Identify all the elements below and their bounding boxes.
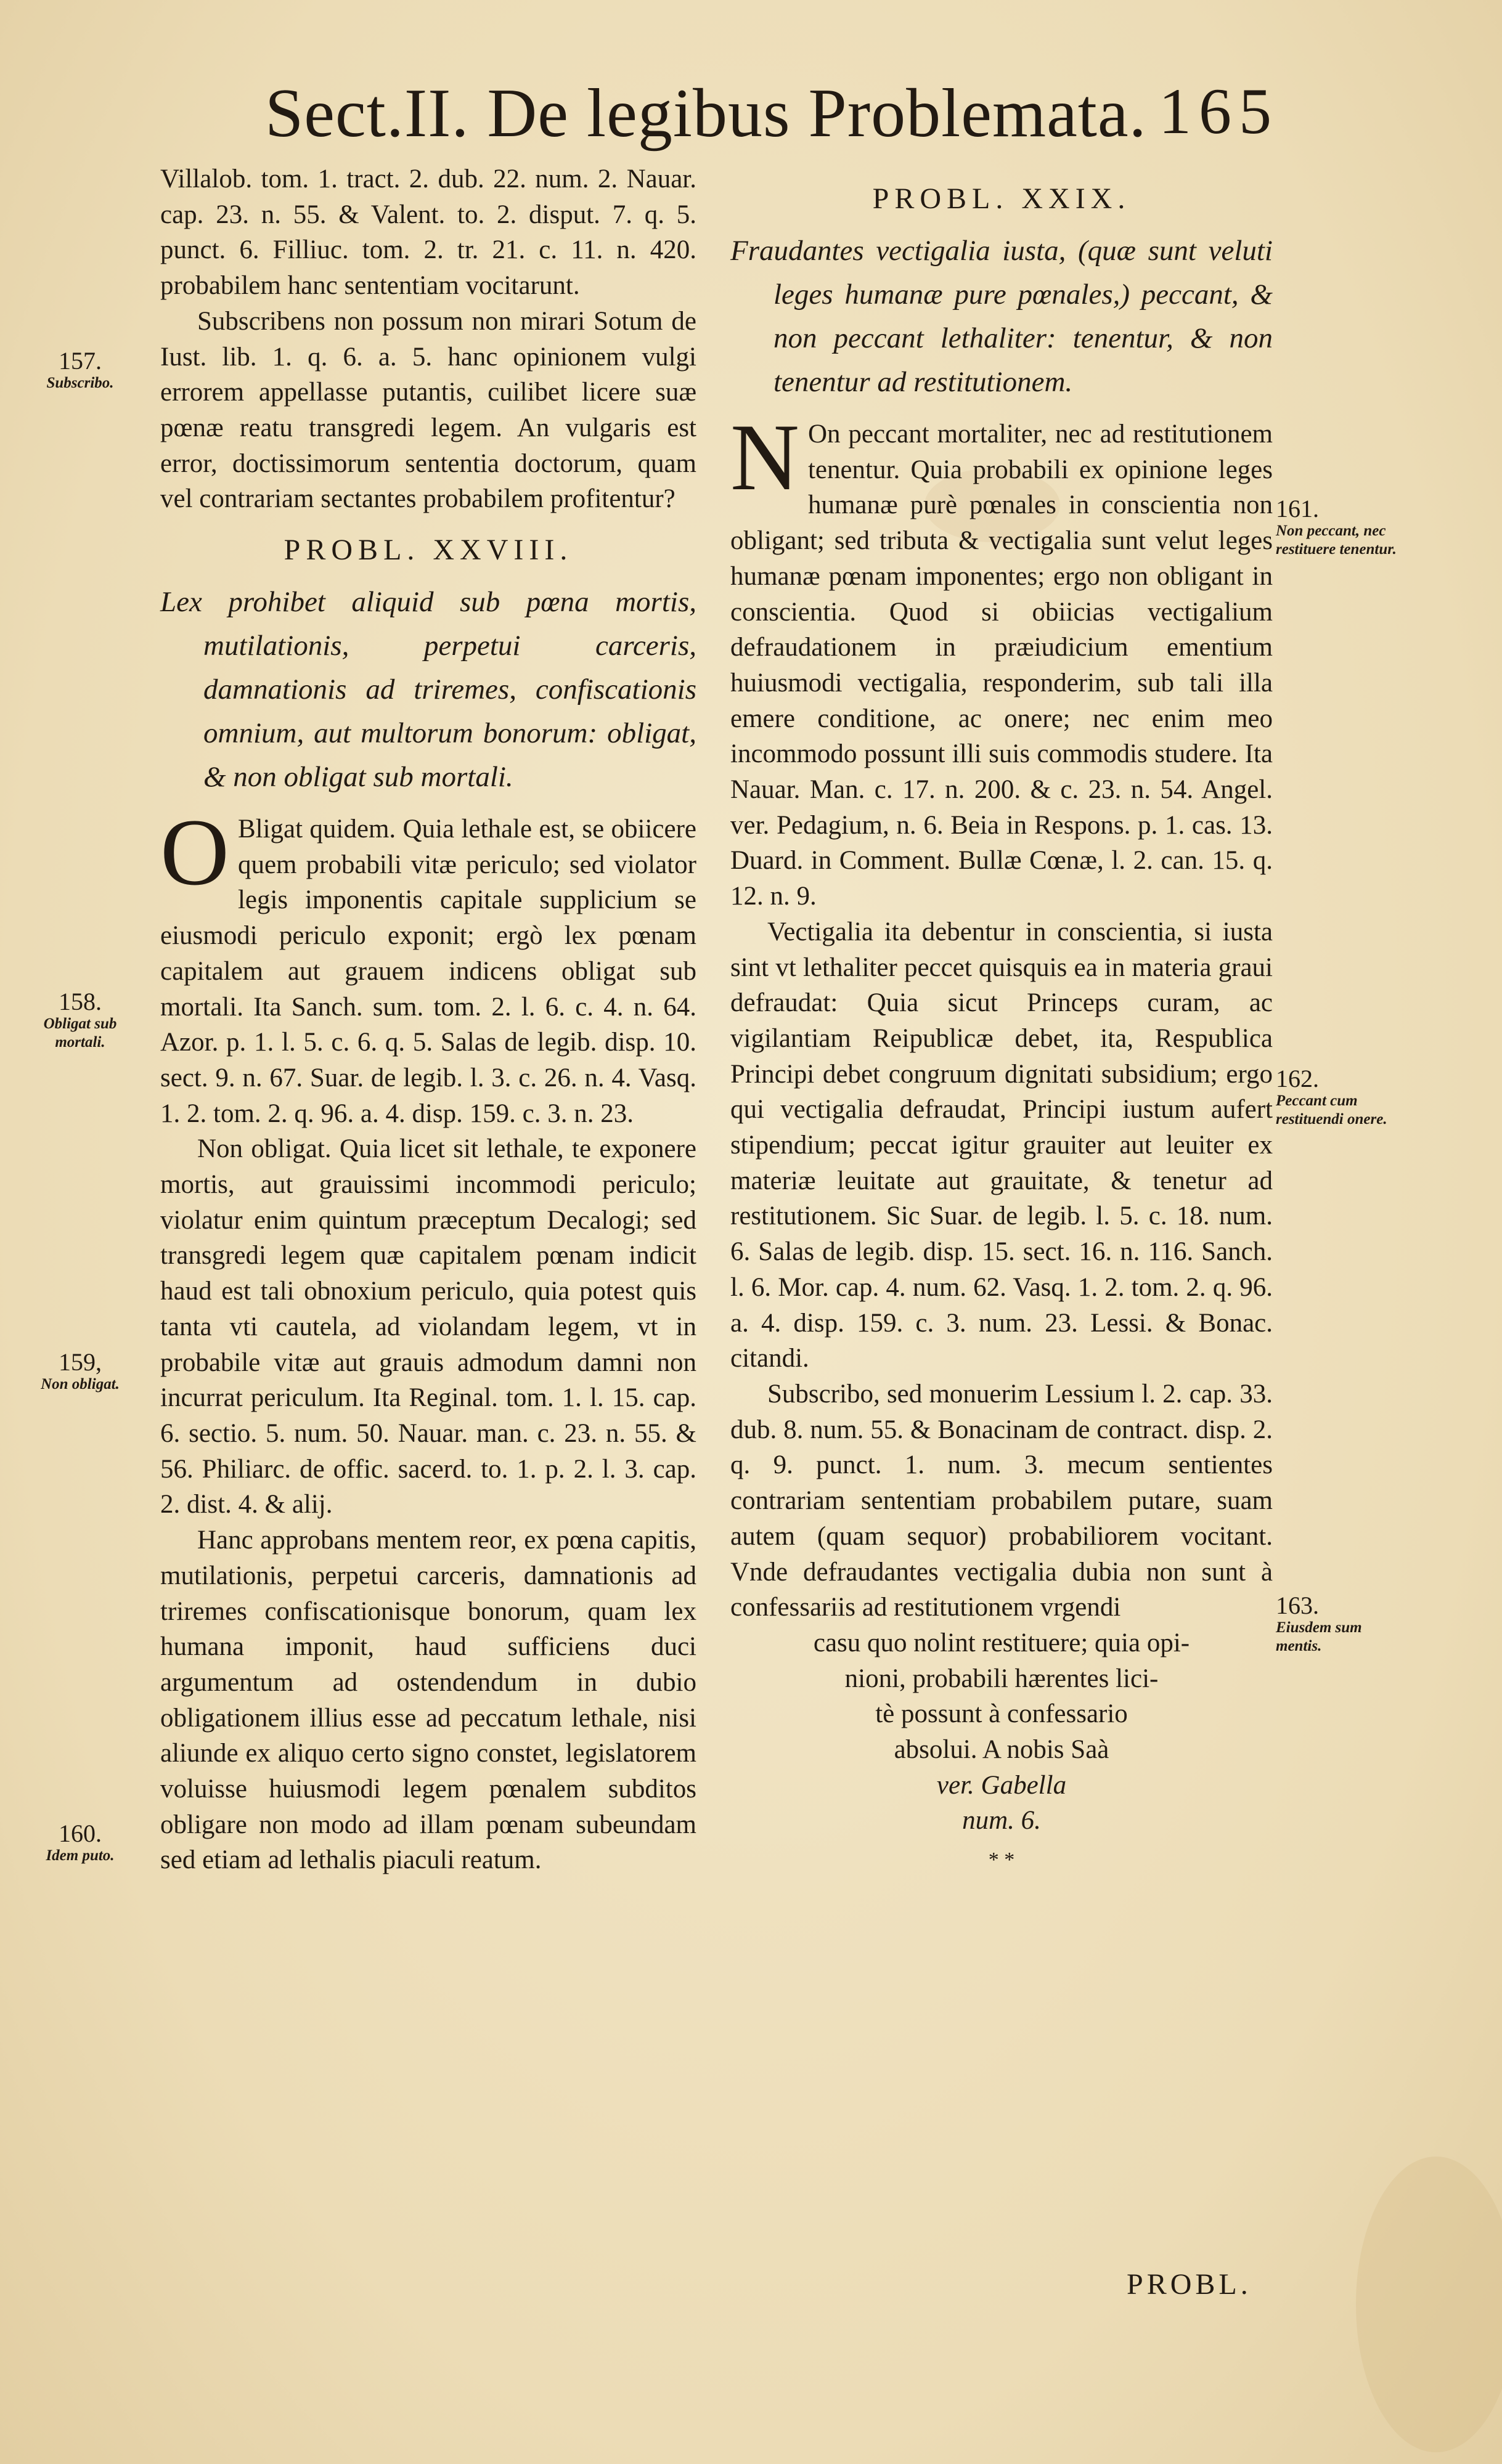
catchword: PROBL. (1127, 2268, 1252, 2301)
margin-number: 159, (59, 1348, 102, 1376)
margin-number: 162. (1276, 1065, 1319, 1092)
tapered-ending (810, 1625, 1193, 1878)
right-column (730, 182, 1273, 1878)
paragraph: Non obligat. Quia licet sit lethale, te exponere mortis, aut grauissimi incommodi periculo; violatur enim quintum præceptum Decalogi; sed transgredi legem quæ capitalem pœnam indicit haud est tali obnoxium periculo, quia potest quis tanta vti cautela, ad violandam legem, vt in probabile vitæ aut grauis admodum damni non incurrat periculum. Ita Reginal. tom. 1. l. 15. cap. 6. sectio. 5. num. 50. Nauar. man. c. 23. n. 55. & 56. Philiarc. de offic. sacerd. to. 1. p. 2. l. 3. cap. 2. dist. 4. & alij. (160, 1134, 696, 1519)
margin-gloss: Idem puto. (46, 1847, 115, 1864)
paragraph-with-dropcap (730, 404, 1273, 914)
margin-note (18, 1349, 142, 1394)
problem-heading: PROBL. XXIX. (872, 182, 1131, 215)
tail-line: tè possunt à confessario (875, 1699, 1128, 1729)
margin-gloss: Subscribo. (46, 375, 114, 391)
paragraph: Vectigalia ita debentur in conscientia, si iusta sint vt lethaliter peccet quisquis ea in materia graui defraudat: Quia sicut Princeps curam, ac vigilantiam Reipublicæ debet, ita, Respublica Principi debet congruum dignitati subsidium; ergo qui vectigalia defraudat, Principi iustum aufert stipendium; peccat igitur grauiter aut leuiter ex materiæ leuitate aut grauitate, & tenetur ad restitutionem. Sic Suar. de legib. l. 5. c. 18. num. 6. Salas de legib. disp. 15. sect. 16. n. 116. Sanch. l. 6. Mor. cap. 4. num. 62. Vasq. 1. 2. tom. 2. q. 96. a. 4. disp. 159. c. 3. num. 23. Lessi. & Bonac. citandi. (730, 917, 1273, 1373)
margin-gloss: Peccant cum restituendi onere. (1276, 1092, 1387, 1128)
tail-line: ver. Gabella (936, 1770, 1067, 1800)
paragraph-text: On peccant mortaliter, nec ad restitutionem tenentur. Quia probabili ex opinione leges humanæ purè pœnales in conscientia non obligant; sed tributa & vectigalia sunt velut leges humanæ pœnam imponentes; ergo non obligant in conscientia. Quod si obiicias vectigalium defraudationem in præiudicium ementium huiusmodi vectigalia, responderim, sub tali illa emere conditione, ac onere; nec enim meo incommodo possunt illi suis commodis studere. Ita Nauar. Man. c. 17. n. 200. & c. 23. n. 54. Angel. ver. Pedagium, n. 6. Beia in Respons. p. 1. cas. 13. Duard. in Comment. Bullæ Cœnæ, l. 2. can. 15. q. 12. n. 9. (730, 420, 1273, 911)
problem-heading: PROBL. XXVIII. (284, 534, 573, 567)
paragraph-text: Bligat quidem. Quia lethale est, se obiicere quem probabili vitæ periculo; sed violator legis imponentis capitale supplicium se eiusmodi periculo exponit; ergò lex pœnam capitalem aut grauem indicens obligat sub mortali. Ita Sanch. sum. tom. 2. l. 6. c. 4. n. 64. Azor. p. 1. l. 5. c. 6. q. 5. Salas de legib. disp. 10. sect. 9. n. 67. Suar. de legib. l. 3. c. 26. n. 4. Vasq. 1. 2. tom. 2. q. 96. a. 4. disp. 159. c. 3. n. 23. (160, 815, 696, 1128)
margin-number: 158. (59, 988, 102, 1015)
margin-number: 161. (1276, 495, 1319, 522)
drop-cap: O (160, 799, 229, 906)
tail-line: casu quo nolint restituere; quia opi- (813, 1628, 1190, 1657)
left-column (160, 161, 696, 1878)
running-title: Sect.II. De legibus Problemata. (265, 75, 1147, 152)
margin-gloss: Non obligat. (41, 1376, 120, 1393)
page-number: 165 (1159, 75, 1279, 147)
problem-summary: Fraudantes vectigalia iusta, (quæ sunt veluti leges humanæ pure pœnales,) peccant, & non peccant lethaliter: tenentur, & non tenentur ad restitutionem. (730, 235, 1273, 398)
margin-note (1276, 496, 1399, 559)
ornament-stars: * * (988, 1848, 1015, 1872)
paragraph: Hanc approbans mentem reor, ex pœna capitis, mutilationis, perpetui carceris, damnationis ad triremes confiscationisque bonorum, quam lex humana imponit, haud sufficiens duci argumentum ad ostendendum in dubio obligationem illius esse ad peccatum lethale, nisi aliunde ex aliquo certo signo constet, legislatorem voluisse huiusmodi legem pœnalem subditos obligare non modo ad illam pœnam subeundam sed etiam ad lethalis piaculi reatum. (160, 1526, 696, 1875)
margin-note (18, 1821, 142, 1865)
tail-line: absolui. A nobis Saà (894, 1735, 1109, 1765)
tail-line: nioni, probabili hærentes lici- (844, 1664, 1159, 1693)
margin-note (18, 989, 142, 1052)
drop-cap: N (730, 404, 799, 510)
tail-line: num. 6. (962, 1806, 1041, 1836)
paper-stain (1356, 2157, 1502, 2452)
margin-note (1276, 1066, 1399, 1129)
margin-note (1276, 1593, 1399, 1656)
margin-number: 160. (59, 1820, 102, 1847)
running-header (0, 74, 1502, 166)
margin-gloss: Obligat sub mortali. (43, 1015, 117, 1051)
paragraph-with-dropcap (160, 799, 696, 1131)
margin-number: 163. (1276, 1592, 1319, 1619)
margin-gloss: Non peccant, nec restituere tenentur. (1276, 522, 1397, 558)
paragraph: Villalob. tom. 1. tract. 2. dub. 22. num. 2. Nauar. cap. 23. n. 55. & Valent. to. 2. disput. 7. q. 5. punct. 6. Filliuc. tom. 2. tr. 21. c. 11. n. 420. probabilem hanc sententiam vocitarunt. (160, 165, 696, 301)
paragraph: Subscribens non possum non mirari Sotum de Iust. lib. 1. q. 6. a. 5. hanc opinionem vulgi errorem appellasse putantis, cuilibet licere suæ pœnæ reatu transgredi legem. An vulgaris est error, doctissimorum sententia doctorum, quam vel contrariam sectantes probabilem profitentur? (160, 306, 696, 514)
margin-note (18, 348, 142, 392)
margin-gloss: Eiusdem sum mentis. (1276, 1619, 1362, 1654)
margin-number: 157. (59, 347, 102, 375)
problem-summary: Lex prohibet aliquid sub pœna mortis, mutilationis, perpetui carceris, damnationis ad triremes, confiscationis omnium, aut multorum bonorum: obligat, & non obligat sub mortali. (160, 586, 696, 794)
paragraph: Subscribo, sed monuerim Lessium l. 2. cap. 33. dub. 8. num. 55. & Bonacinam de contract. disp. 2. q. 9. punct. 1. num. 3. mecum sentientes contrariam sententiam probabilem putare, suam autem (quam sequor) probabiliorem vocitant. Vnde defraudantes vectigalia dubia non sunt à confessariis ad restitutionem vrgendi (730, 1379, 1273, 1622)
